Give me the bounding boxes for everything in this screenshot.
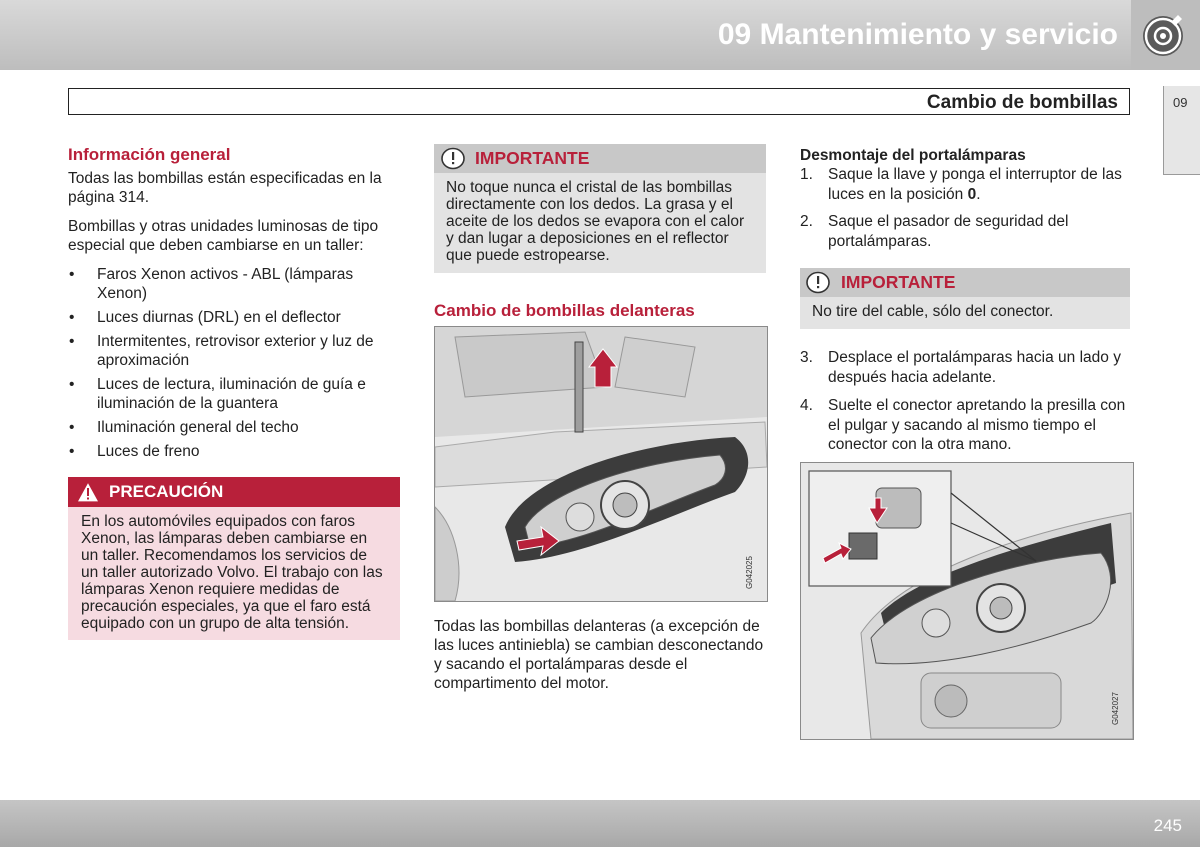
column-general-info: [68, 145, 400, 466]
removal-steps-2: [800, 348, 1134, 455]
connector-removal-illustration: [801, 463, 1133, 739]
list-item: 3. Desplace el portalámparas hacia un lado y después hacia adelante.: [800, 349, 1121, 386]
page-number: 245: [1153, 816, 1182, 835]
exclamation-circle-icon: [440, 147, 466, 170]
engine-bay-headlamp-illustration: [435, 327, 767, 601]
wrench-gear-icon: [1131, 0, 1200, 70]
front-bulbs-paragraph: Todas las bombillas delanteras (a excepción de las luces antiniebla) se cambian desconectando y sacando el portalámparas desde el compartimento del motor.: [434, 618, 764, 692]
important-box-glass: [434, 144, 766, 273]
important-label: IMPORTANTE: [841, 272, 956, 292]
list-item: 2. Saque el pasador de seguridad del portalámparas.: [800, 213, 1069, 250]
figure-code: G042027: [1111, 692, 1120, 725]
general-info-heading: Información general: [68, 145, 231, 164]
list-item: 1. Saque la llave y ponga el interruptor de las luces en la posición 0.: [800, 166, 1122, 203]
front-bulbs-heading: Cambio de bombillas delanteras: [434, 301, 695, 320]
list-item: • Iluminación general del techo: [68, 418, 400, 437]
workshop-bulb-list: [68, 265, 400, 461]
caution-box: [68, 477, 400, 640]
list-item: • Luces de freno: [68, 442, 400, 461]
list-item: • Luces de lectura, iluminación de guía e iluminación de la guantera: [68, 375, 400, 413]
list-item: • Luces diurnas (DRL) en el deflector: [68, 308, 400, 327]
caution-label: PRECAUCIÓN: [109, 482, 224, 501]
important-text: No toque nunca el cristal de las bombillas directamente con los dedos. La grasa y el aceite de los dedos se evapora con el calor y dan lugar a deposiciones en el reflector que puede estropearse.: [446, 179, 745, 264]
chapter-icon-box: [1131, 0, 1200, 70]
caution-header: [68, 477, 400, 507]
important-header: [434, 144, 766, 173]
caution-text: En los automóviles equipados con faros Xenon, las lámparas deben cambiarse en un taller. Recomendamos los servicios de un taller autorizado Volvo. El trabajo con las lámparas Xenon requiere medidas de precaución especiales, ya que el faro está equipado con un grupo de alta tensión.: [81, 513, 383, 632]
general-info-paragraph-2: Bombillas y otras unidades luminosas de tipo especial que deben cambiarse en un taller:: [68, 218, 379, 254]
warning-triangle-icon: [76, 481, 100, 503]
list-item: • Intermitentes, retrovisor exterior y luz de aproximación: [68, 332, 400, 370]
important-header: [800, 268, 1130, 297]
list-item: 4. Suelte el conector apretando la presilla con el pulgar y sacando al mismo tiempo el conector con la otra mano.: [800, 397, 1126, 453]
engine-bay-headlamp-figure: [434, 326, 768, 602]
general-info-paragraph-1: Todas las bombillas están especificadas en la página 314.: [68, 170, 382, 206]
removal-heading: Desmontaje del portalámparas: [800, 147, 1026, 164]
column-removal: [800, 147, 1132, 251]
removal-steps-1: [800, 165, 1132, 251]
list-item: • Faros Xenon activos - ABL (lámparas Xenon): [68, 265, 400, 303]
important-box-cable: [800, 268, 1130, 329]
important-label: IMPORTANTE: [475, 148, 590, 168]
important-text: No tire del cable, sólo del conector.: [812, 303, 1054, 320]
footer-band: [0, 800, 1200, 847]
connector-removal-figure: [800, 462, 1134, 740]
chapter-side-tab: 09: [1163, 86, 1200, 175]
chapter-title: 09 Mantenimiento y servicio: [717, 18, 1118, 51]
figure-code: G042025: [745, 556, 754, 589]
exclamation-circle-icon: [805, 271, 831, 294]
section-title: Cambio de bombillas: [926, 92, 1118, 113]
